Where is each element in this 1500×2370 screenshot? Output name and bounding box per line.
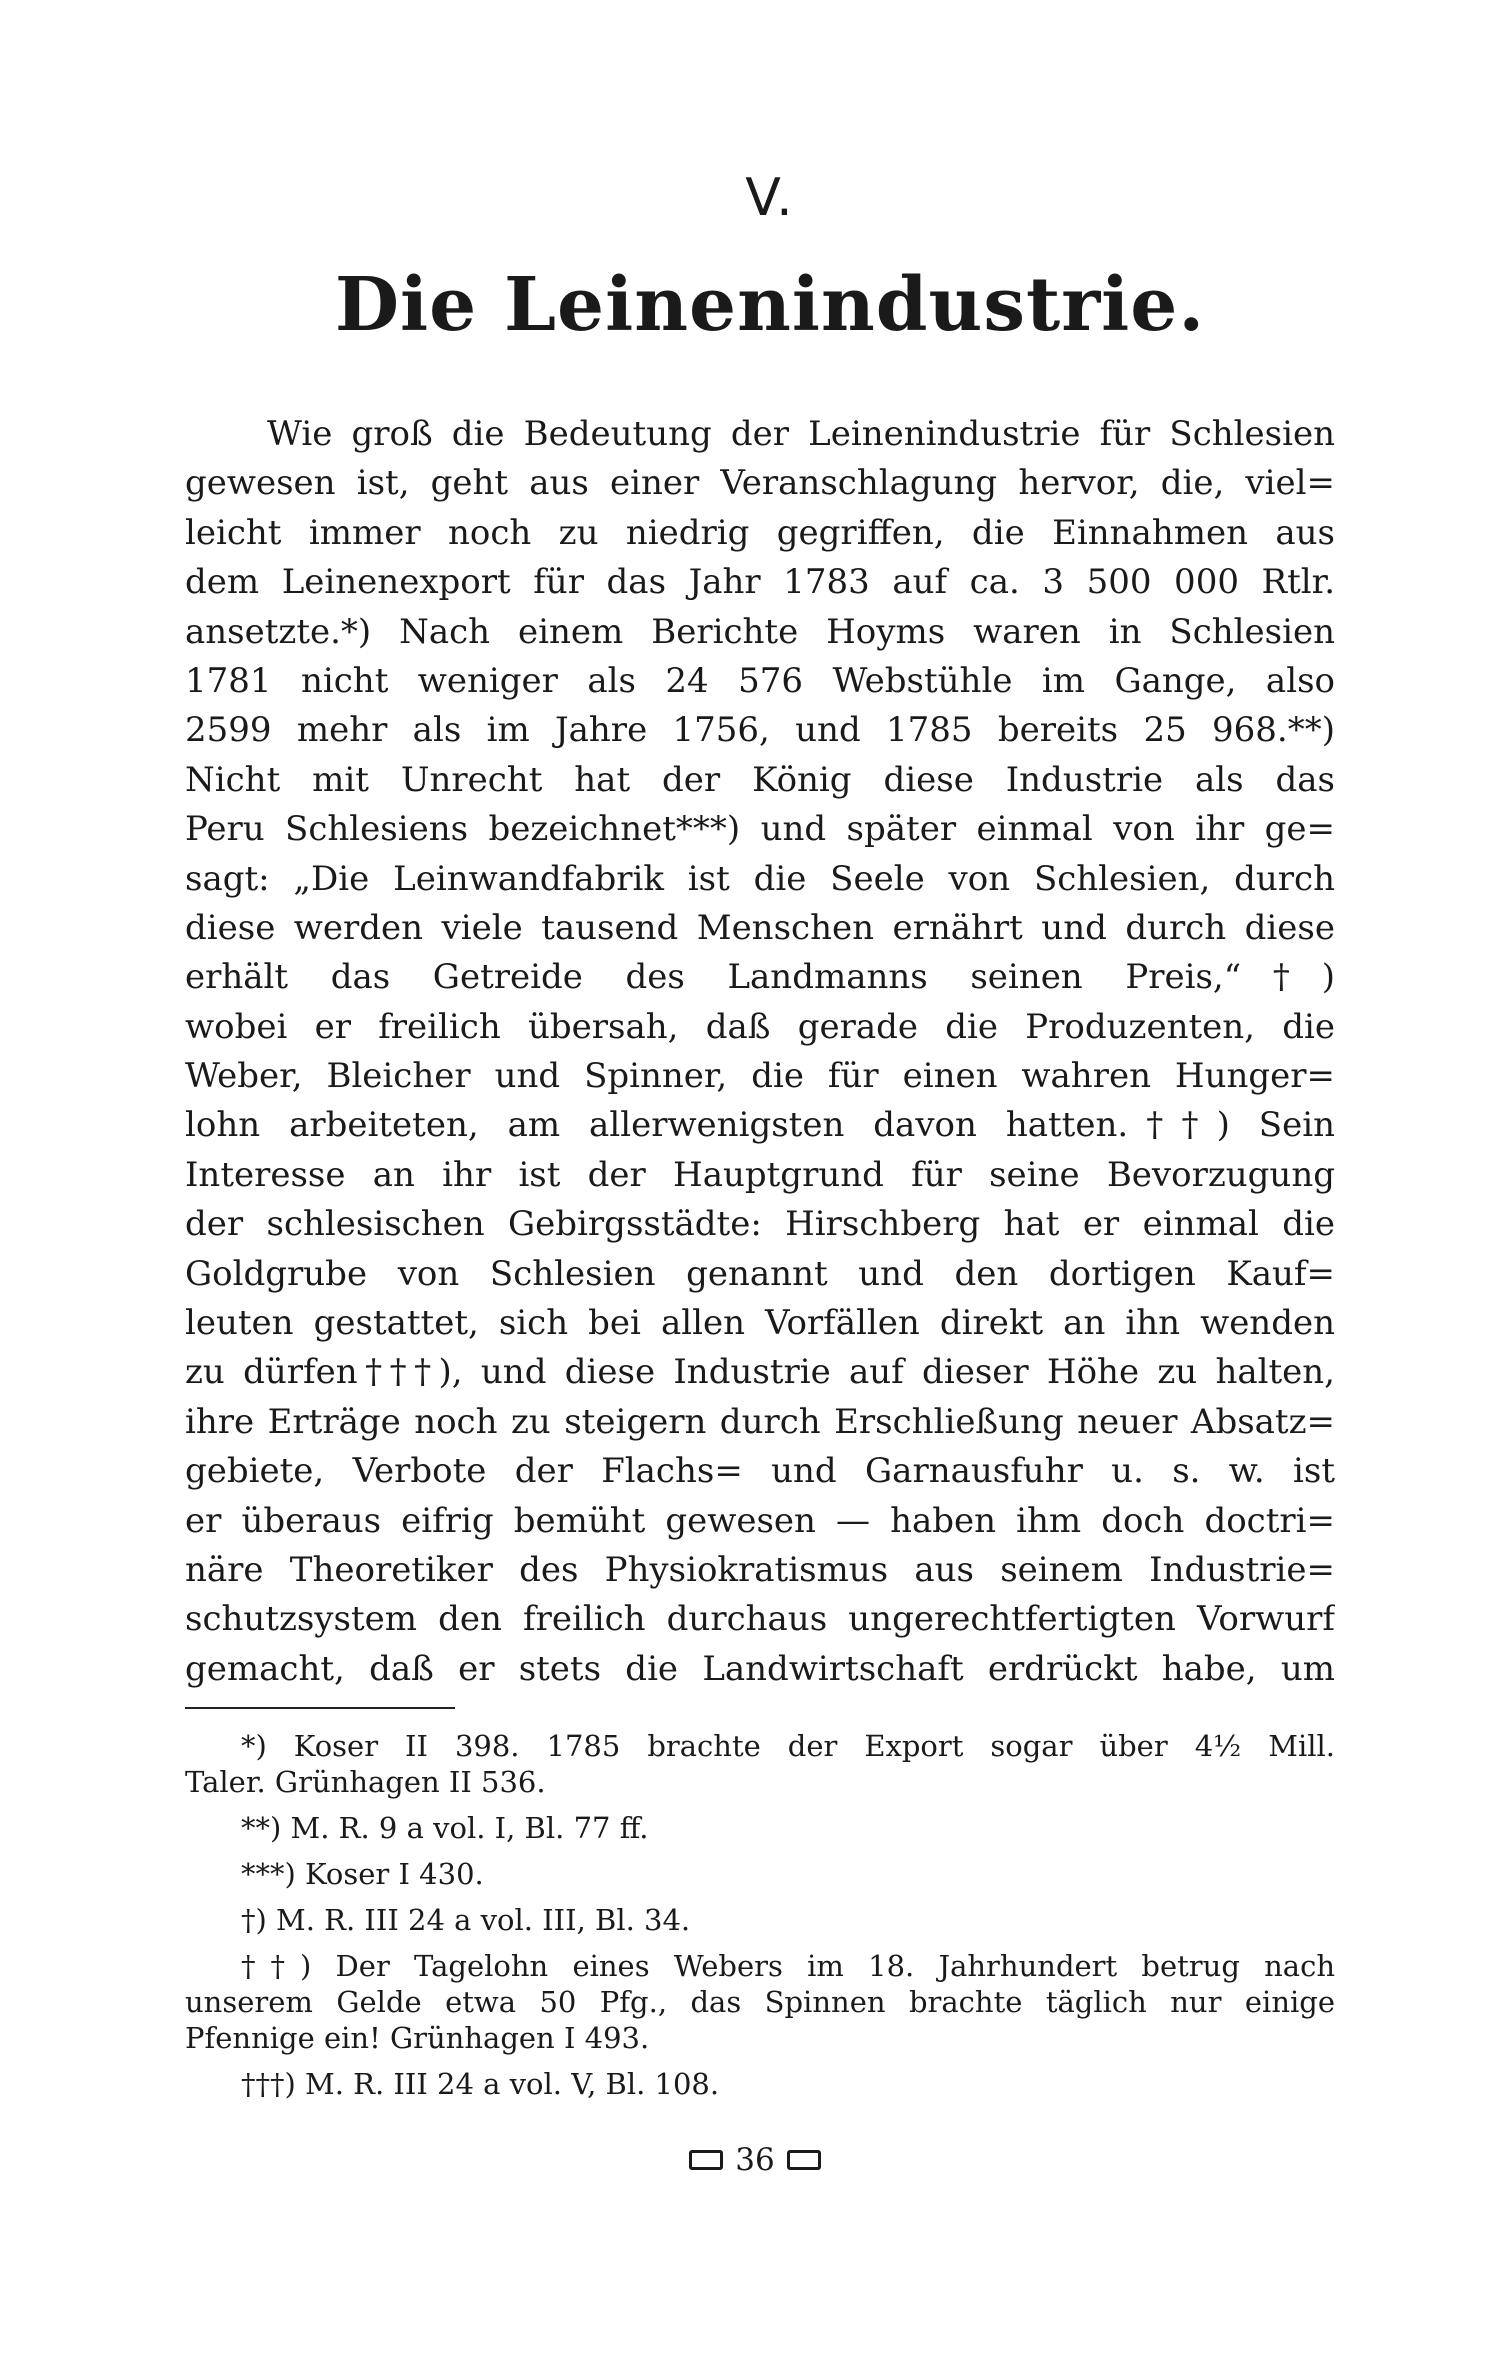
footnote-line: ††) Der Tagelohn eines Webers im 18. Jahrhundert betrug nach [241,1949,1335,1983]
footnote-line: **) M. R. 9 a vol. I, Bl. 77 ff. [241,1811,649,1845]
body-line: leicht immer noch zu niedrig gegriffen, die Einnahmen aus [185,512,1335,553]
body-line: dem Leinenexport für das Jahr 1783 auf ca. 3 500 000 Rtlr. [185,562,1335,603]
footnote-line: †††) M. R. III 24 a vol. V, Bl. 108. [241,2067,720,2101]
body-line: 1781 nicht weniger als 24 576 Webstühle im Gange, also [185,660,1335,701]
body-line: 2599 mehr als im Jahre 1756, und 1785 bereits 25 968.**) [185,710,1335,751]
body-line: lohn arbeiteten, am allerwenigsten davon hatten.††) Sein [185,1105,1335,1146]
footnotes [185,1728,1335,2102]
body-line: sagt: „Die Leinwandfabrik ist die Seele von Schlesien, durch [185,858,1335,899]
footnote-line: *) Koser II 398. 1785 brachte der Export sogar über 4½ Mill. [241,1729,1335,1763]
chapter-title: Die Leinenindustrie. [334,262,1206,348]
body-line: Peru Schlesiens bezeichnet***) und später einmal von ihr ge= [185,809,1335,850]
body-line: diese werden viele tausend Menschen ernährt und durch diese [185,907,1335,948]
footnote-line: ***) Koser I 430. [241,1857,484,1891]
footnote-line: †) M. R. III 24 a vol. III, Bl. 34. [241,1903,691,1937]
body-line: zu dürfen†††), und diese Industrie auf dieser Höhe zu halten, [185,1352,1335,1393]
body-line: Wie groß die Bedeutung der Leinenindustrie für Schlesien [267,414,1335,454]
body-line: gemacht, daß er stets die Landwirtschaft erdrückt habe, um [185,1648,1335,1689]
body-line: erhält das Getreide des Landmanns seinen Preis,“†) [185,957,1335,998]
footnote-line: Taler. Grünhagen II 536. [185,1765,546,1799]
body-line: der schlesischen Gebirgsstädte: Hirschberg hat er einmal die [185,1204,1335,1245]
body-line: leuten gestattet, sich bei allen Vorfällen direkt an ihn wenden [185,1303,1335,1344]
page-number: 36 [735,2142,775,2178]
body-line: schutzsystem den freilich durchaus ungerechtfertigten Vorwurf [185,1599,1335,1640]
body-line: ihre Erträge noch zu steigern durch Erschließung neuer Absatz= [185,1401,1335,1442]
body-line: wobei er freilich übersah, daß gerade die Produzenten, die [185,1006,1335,1047]
body-line: näre Theoretiker des Physiokratismus aus seinem Industrie= [185,1549,1335,1590]
body-line: Weber, Bleicher und Spinner, die für einen wahren Hunger= [185,1056,1335,1097]
body-line: ansetzte.*) Nach einem Berichte Hoyms waren in Schlesien [185,611,1335,652]
body-line: Goldgrube von Schlesien genannt und den dortigen Kauf= [185,1253,1335,1294]
chapter-number: V. [745,168,795,228]
box-ornament-icon [787,2150,821,2170]
body-line: Nicht mit Unrecht hat der König diese Industrie als das [185,759,1335,800]
body-text [185,410,1335,1694]
footnote-separator [185,1707,455,1709]
body-line: er überaus eifrig bemüht gewesen — haben ihm doch doctri= [185,1500,1335,1541]
page-number-block [0,2142,1500,2178]
body-line: gebiete, Verbote der Flachs= und Garnausfuhr u. s. w. ist [185,1451,1335,1492]
footnote-line: unserem Gelde etwa 50 Pfg., das Spinnen brachte täglich nur einige [185,1985,1335,2019]
footnote-line: Pfennige ein! Grünhagen I 493. [185,2021,650,2055]
body-line: Interesse an ihr ist der Hauptgrund für seine Bevorzugung [185,1154,1335,1195]
body-line: gewesen ist, geht aus einer Veranschlagung hervor, die, viel= [185,463,1335,504]
box-ornament-icon [689,2150,723,2170]
